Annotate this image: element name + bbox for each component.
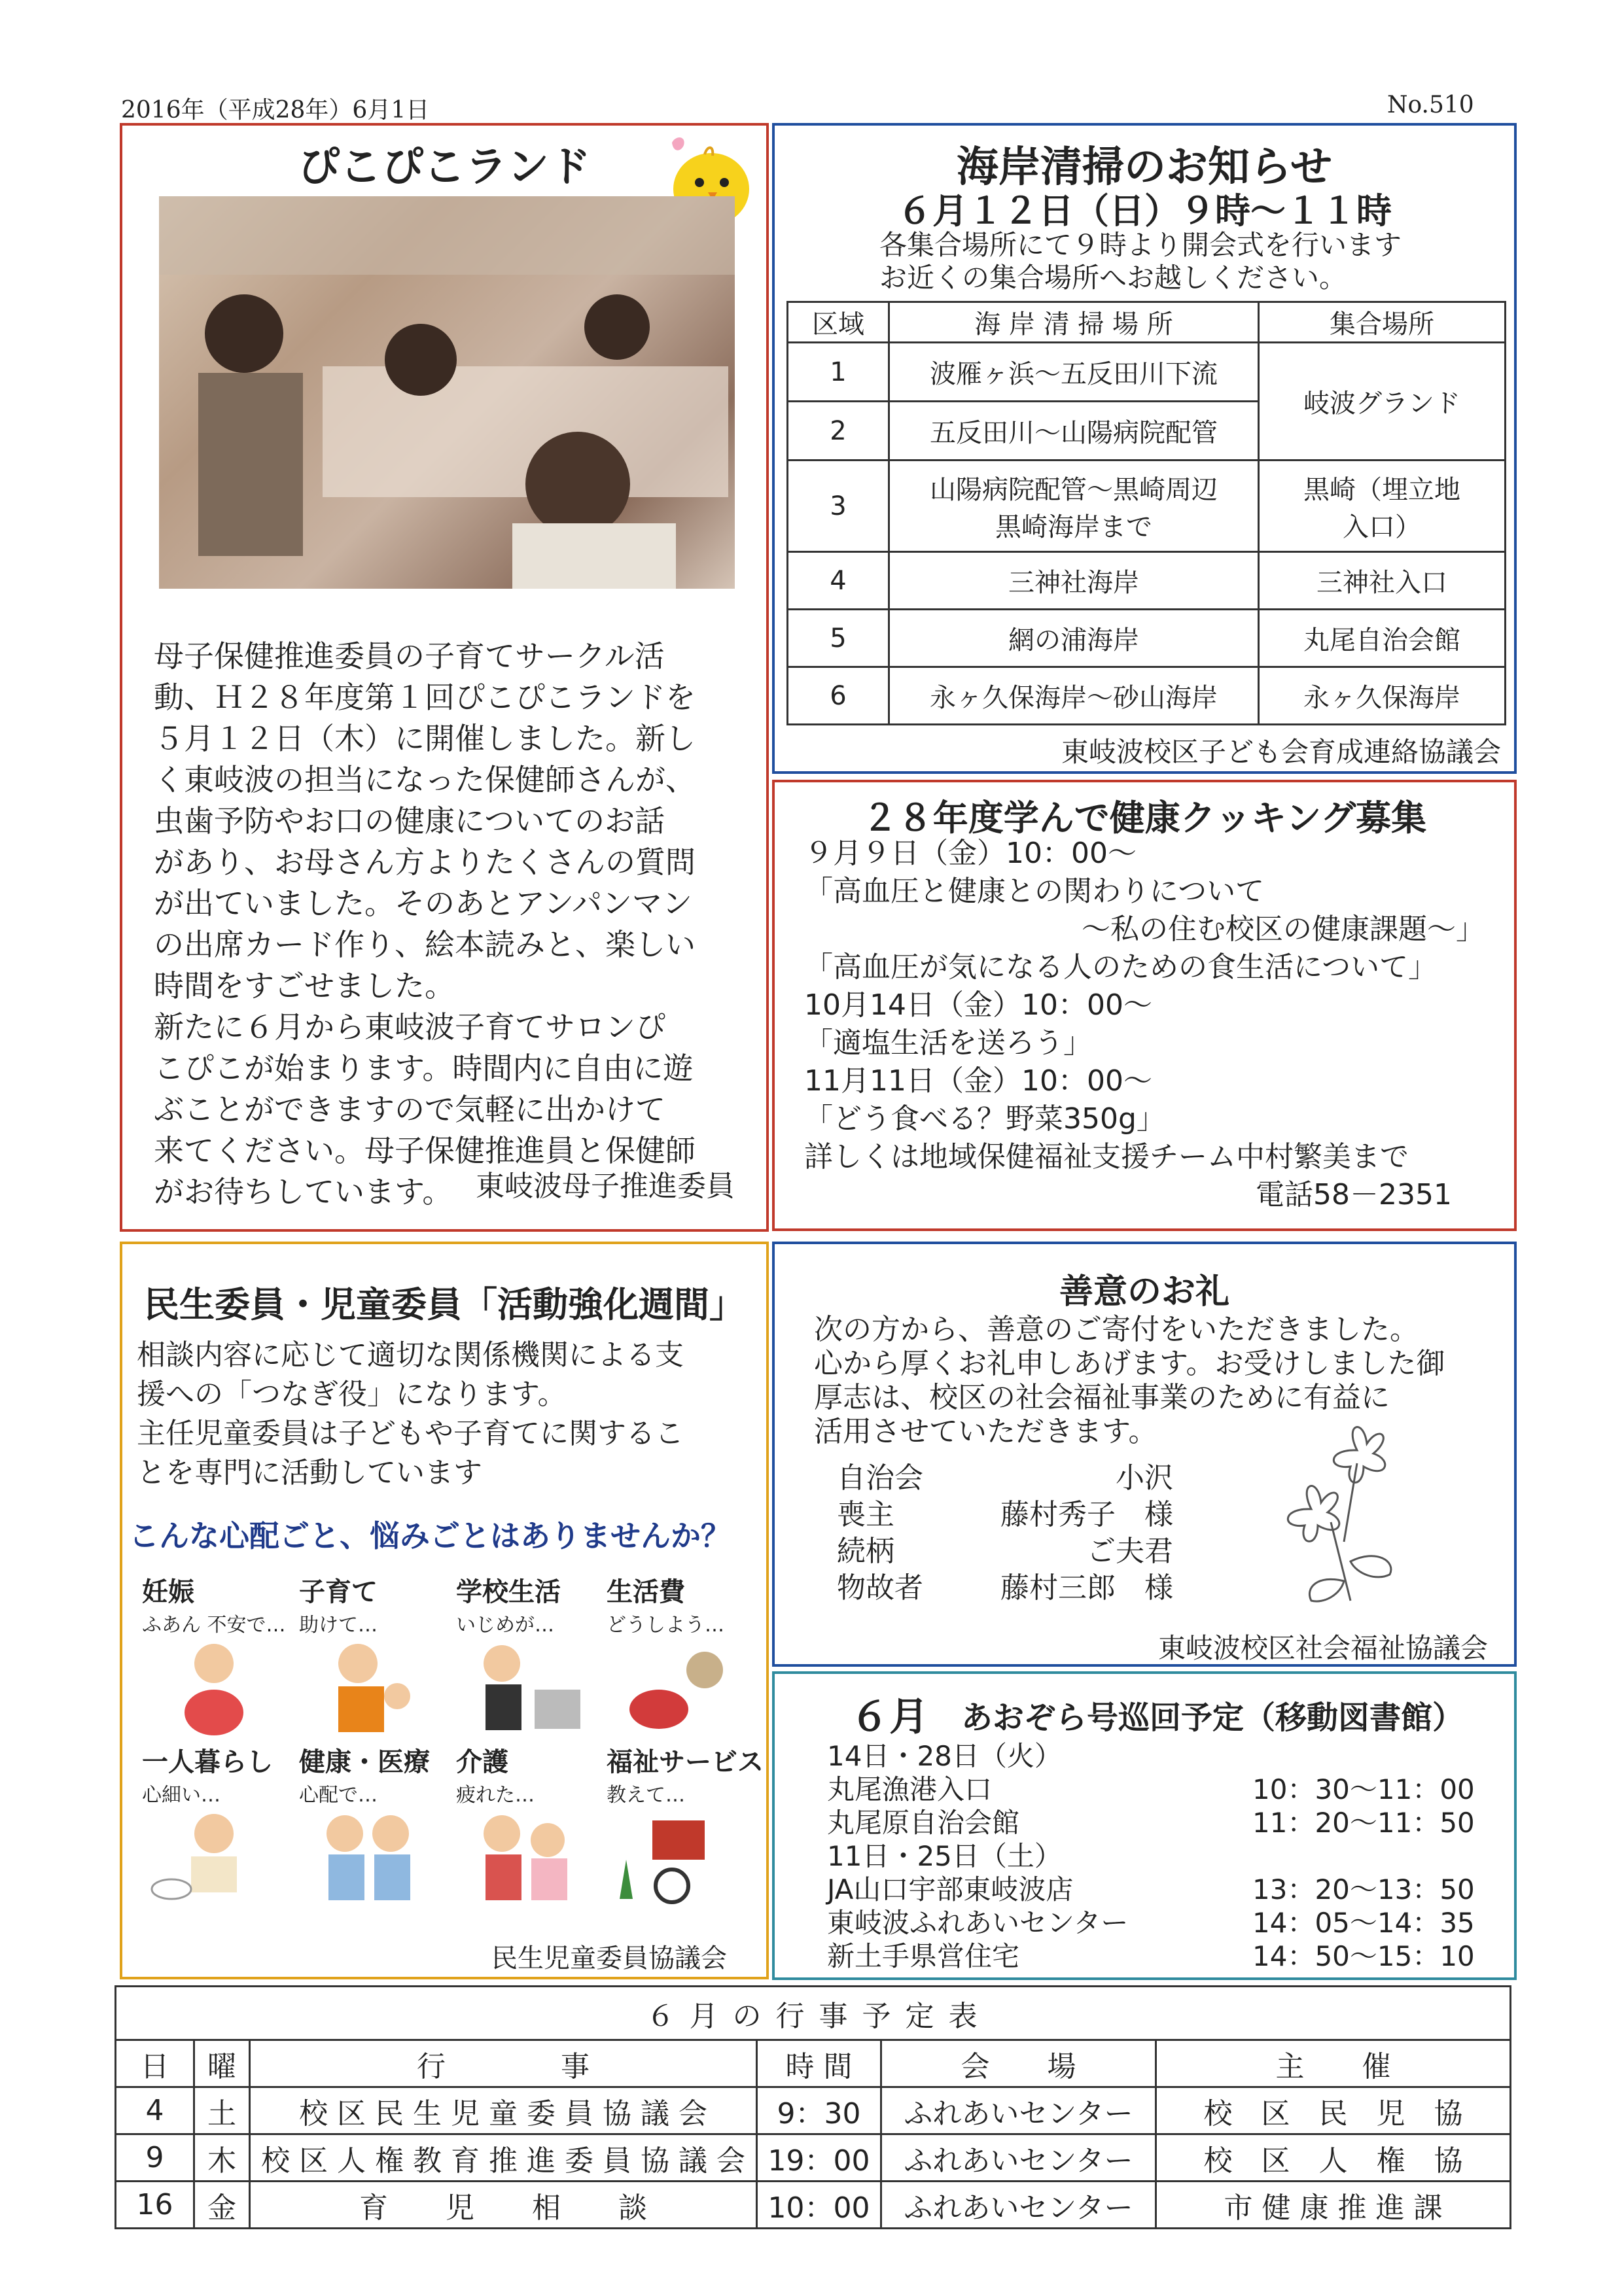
beach-area: 4 bbox=[788, 552, 889, 610]
event-host: 校 区 人 権 協 bbox=[1156, 2134, 1511, 2182]
worry-sub: ふあん 不安で… bbox=[142, 1614, 286, 1637]
event-venue: ふれあいセンター bbox=[881, 2182, 1156, 2229]
pregnant-woman-icon bbox=[142, 1637, 273, 1735]
worry-sub: どうしよう… bbox=[607, 1614, 724, 1637]
library-place: 東岐波ふれあいセンター bbox=[827, 1907, 1129, 1939]
donor-label: 自治会 bbox=[837, 1461, 923, 1495]
library-date: 14日・28日（火） bbox=[827, 1740, 1062, 1772]
piko-line: ぶことができますので気軽に出かけて bbox=[154, 1092, 665, 1127]
parenting-icon bbox=[299, 1637, 430, 1735]
beach-place-line: 山陽病院配管～黒崎周辺 bbox=[930, 474, 1218, 505]
event-dow: 金 bbox=[194, 2182, 250, 2229]
thanks-signature: 東岐波校区社会福祉協議会 bbox=[1157, 1632, 1488, 1664]
cooking-title: ２８年度学んで健康クッキング募集 bbox=[862, 797, 1427, 839]
beach-place-line: 黒崎海岸まで bbox=[995, 512, 1152, 542]
beach-note1: 各集合場所にて９時より開会式を行います bbox=[879, 229, 1402, 261]
events-header: 行 事 bbox=[250, 2040, 757, 2087]
welfare-illustration bbox=[129, 1512, 764, 1918]
beach-place: 波雁ヶ浜～五反田川下流 bbox=[889, 343, 1259, 402]
library-stop bbox=[827, 1906, 1481, 1939]
donor-list bbox=[837, 1460, 1173, 1607]
beach-area: 1 bbox=[788, 343, 889, 402]
beach-note2: お近くの集合場所へお越しください。 bbox=[879, 262, 1347, 294]
event-day: 16 bbox=[116, 2182, 194, 2229]
event-time: 10：00 bbox=[757, 2182, 881, 2229]
issue-number: No.510 bbox=[1387, 92, 1474, 118]
donor-row bbox=[837, 1570, 1173, 1607]
piko-paragraph bbox=[154, 636, 756, 1213]
beach-area: 5 bbox=[788, 610, 889, 667]
thanks-line: 活用させていただきます。 bbox=[814, 1415, 1157, 1448]
beach-place: 三神社海岸 bbox=[889, 552, 1259, 610]
library-stop bbox=[827, 1773, 1481, 1806]
piko-line: の出席カード作り、絵本読みと、楽しい bbox=[154, 927, 696, 962]
event-name: 校 区 民 生 児 童 委 員 協 議 会 bbox=[250, 2087, 757, 2134]
worry-sub: 心配で… bbox=[299, 1784, 378, 1807]
donor-row bbox=[837, 1533, 1173, 1570]
beach-place bbox=[889, 461, 1259, 552]
piko-line: 時間をすごせました。 bbox=[154, 968, 455, 1003]
beach-meet: 永ヶ久保海岸 bbox=[1259, 667, 1506, 725]
worry-head: 健康・医療 bbox=[299, 1747, 430, 1777]
nursing-care-icon bbox=[456, 1807, 587, 1905]
cooking-line: 詳しくは地域保健福祉支援チーム中村繁美まで bbox=[804, 1140, 1409, 1174]
piko-line: く東岐波の担当になった保健師さんが、 bbox=[154, 762, 696, 797]
beach-header: 集合場所 bbox=[1259, 302, 1506, 343]
donor-label: 続柄 bbox=[837, 1535, 894, 1568]
beach-meet bbox=[1259, 461, 1506, 552]
welfare-title: 民生委員・児童委員「活動強化週間」 bbox=[144, 1284, 745, 1325]
school-life-icon bbox=[456, 1637, 587, 1735]
library-title: あおぞら号巡回予定（移動図書館） bbox=[961, 1699, 1464, 1736]
library-time: 14：05～14：35 bbox=[1252, 1907, 1475, 1939]
library-section bbox=[772, 1671, 1517, 1980]
library-place: 丸尾原自治会館 bbox=[827, 1807, 1020, 1839]
worry-head: 介護 bbox=[456, 1747, 508, 1777]
piko-line: ５月１２日（木）に開催しました。新し bbox=[154, 721, 696, 756]
events-title: ６ 月 の 行 事 予 定 表 bbox=[116, 1987, 1511, 2040]
cooking-line: 「高血圧が気になる人のための食生活について」 bbox=[804, 950, 1438, 984]
worry-head: 福祉サービス bbox=[607, 1747, 764, 1777]
thanks-section bbox=[772, 1242, 1517, 1667]
thanks-line: 次の方から、善意のご寄付をいただきました。 bbox=[814, 1313, 1419, 1346]
events-header: 時 間 bbox=[757, 2040, 881, 2087]
issue-date: 2016年（平成28年）6月1日 bbox=[121, 97, 430, 124]
beach-meet: 丸尾自治会館 bbox=[1259, 610, 1506, 667]
worry-head: 子育て bbox=[299, 1577, 378, 1607]
living-cost-icon bbox=[607, 1637, 737, 1735]
piko-line: がお待ちしています。 bbox=[154, 1174, 453, 1209]
welfare-signature: 民生児童委員協議会 bbox=[491, 1943, 727, 1974]
worry-head: 学校生活 bbox=[456, 1577, 561, 1607]
welfare-banner: こんな心配ごと、悩みごとはありませんか？ bbox=[129, 1518, 731, 1554]
piko-photo bbox=[159, 196, 735, 589]
beach-datetime: ６月１２日（日）９時～１１時 bbox=[897, 190, 1392, 232]
event-dow: 土 bbox=[194, 2087, 250, 2134]
cooking-line: 「適塩生活を送ろう」 bbox=[804, 1026, 1092, 1060]
beach-meet-line: 入口） bbox=[1343, 512, 1421, 542]
cooking-phone: 電話58－2351 bbox=[1256, 1178, 1452, 1211]
piko-signature: 東岐波母子推進委員 bbox=[476, 1170, 735, 1203]
welfare-line: とを専門に活動しています bbox=[137, 1456, 482, 1489]
events-header: 日 bbox=[116, 2040, 194, 2087]
library-time: 13：20～13：50 bbox=[1252, 1873, 1475, 1905]
event-name: 育 児 相 談 bbox=[250, 2182, 757, 2229]
piko-line: 動、Ｈ２８年度第１回ぴこぴこランドを bbox=[154, 680, 696, 715]
library-month: ６月 bbox=[850, 1694, 928, 1740]
beach-meet: 三神社入口 bbox=[1259, 552, 1506, 610]
piko-title: ぴこぴこランド bbox=[298, 143, 591, 192]
event-time: 19：00 bbox=[757, 2134, 881, 2182]
cooking-line: 10月14日（金）10：00～ bbox=[804, 988, 1152, 1022]
event-venue: ふれあいセンター bbox=[881, 2134, 1156, 2182]
beach-header: 区域 bbox=[788, 302, 889, 343]
worry-head: 妊娠 bbox=[142, 1577, 194, 1607]
event-host: 校 区 民 児 協 bbox=[1156, 2087, 1511, 2134]
piko-line: 虫歯予防やお口の健康についてのお話 bbox=[154, 803, 665, 839]
photo-placeholder-icon bbox=[159, 196, 735, 589]
thanks-line: 厚志は、校区の社会福祉事業のために有益に bbox=[814, 1381, 1390, 1414]
event-day: 9 bbox=[116, 2134, 194, 2182]
library-stop bbox=[827, 1939, 1481, 1973]
beach-signature: 東岐波校区子ども会育成連絡協議会 bbox=[1061, 736, 1501, 768]
welfare-line: 主任児童委員は子どもや子育てに関するこ bbox=[137, 1417, 684, 1450]
welfare-section bbox=[120, 1242, 769, 1979]
donor-name: 藤村三郎 様 bbox=[1000, 1571, 1173, 1605]
cooking-line: ９月９日（金）10：00～ bbox=[804, 837, 1137, 870]
donor-name: 藤村秀子 様 bbox=[1000, 1498, 1173, 1531]
library-time: 11：20～11：50 bbox=[1252, 1807, 1475, 1839]
cooking-line: 「高血圧と健康との関わりについて bbox=[804, 875, 1265, 908]
event-time: 9：30 bbox=[757, 2087, 881, 2134]
library-date: 11日・25日（土） bbox=[827, 1840, 1062, 1872]
donor-name: ご夫君 bbox=[1087, 1535, 1173, 1568]
event-host: 市 健 康 推 進 課 bbox=[1156, 2182, 1511, 2229]
piko-line: こぴこが始まります。時間内に自由に遊 bbox=[154, 1051, 694, 1086]
library-stop bbox=[827, 1873, 1481, 1906]
welfare-line: 援への「つなぎ役」になります。 bbox=[137, 1378, 567, 1411]
library-time: 14：50～15：10 bbox=[1252, 1940, 1475, 1972]
worry-sub: 教えて… bbox=[607, 1784, 685, 1807]
piko-line: 来てください。母子保健推進員と保健師 bbox=[154, 1133, 696, 1168]
living-alone-icon bbox=[142, 1807, 273, 1905]
event-dow: 木 bbox=[194, 2134, 250, 2182]
beach-place: 網の浦海岸 bbox=[889, 610, 1259, 667]
welfare-line: 相談内容に応じて適切な関係機関による支 bbox=[137, 1338, 684, 1372]
donor-label: 物故者 bbox=[837, 1571, 923, 1605]
cooking-section bbox=[772, 780, 1517, 1231]
worry-sub: 助けて… bbox=[299, 1614, 378, 1637]
beach-place: 五反田川～山陽病院配管 bbox=[889, 402, 1259, 461]
events-header: 主 催 bbox=[1156, 2040, 1511, 2087]
flower-icon bbox=[1259, 1411, 1416, 1607]
worry-head: 生活費 bbox=[607, 1577, 685, 1607]
beach-area: 3 bbox=[788, 461, 889, 552]
beach-area: 6 bbox=[788, 667, 889, 725]
worry-sub: いじめが… bbox=[456, 1614, 554, 1637]
cooking-line: 11月11日（金）10：00～ bbox=[804, 1064, 1152, 1098]
beach-title: 海岸清掃のお知らせ bbox=[956, 143, 1333, 192]
piko-line: があり、お母さん方よりたくさんの質問 bbox=[154, 844, 696, 880]
library-place: 丸尾漁港入口 bbox=[827, 1773, 993, 1805]
donor-label: 喪主 bbox=[837, 1498, 894, 1531]
library-stop bbox=[827, 1806, 1481, 1839]
beach-table bbox=[786, 301, 1506, 725]
beach-place: 永ヶ久保海岸～砂山海岸 bbox=[889, 667, 1259, 725]
thanks-title: 善意のお礼 bbox=[1059, 1272, 1229, 1312]
library-schedule bbox=[827, 1739, 1481, 1973]
welfare-body bbox=[137, 1336, 765, 1493]
beach-area: 2 bbox=[788, 402, 889, 461]
donor-row bbox=[837, 1460, 1173, 1497]
event-name: 校 区 人 権 教 育 推 進 委 員 協 議 会 bbox=[250, 2134, 757, 2182]
donor-name: 小沢 bbox=[1116, 1461, 1173, 1495]
beach-section bbox=[772, 123, 1517, 774]
library-place: JA山口宇部東岐波店 bbox=[827, 1873, 1074, 1905]
beach-header: 海 岸 清 掃 場 所 bbox=[889, 302, 1259, 343]
piko-section bbox=[120, 123, 769, 1232]
cooking-line: 「どう食べる？野菜350g」 bbox=[804, 1102, 1165, 1136]
piko-line: 新たに６月から東岐波子育てサロンぴ bbox=[154, 1009, 665, 1045]
health-medical-icon bbox=[299, 1807, 430, 1905]
beach-meet: 岐波グランド bbox=[1259, 343, 1506, 461]
welfare-service-icon bbox=[607, 1807, 737, 1905]
piko-line: 母子保健推進委員の子育てサークル活 bbox=[154, 638, 665, 674]
worry-sub: 疲れた… bbox=[456, 1784, 535, 1807]
cooking-line: ～私の住む校区の健康課題～」 bbox=[1082, 913, 1485, 946]
events-table bbox=[115, 1985, 1511, 2229]
cooking-body bbox=[804, 835, 1498, 1214]
thanks-line: 心から厚くお礼申しあげます。お受けしました御 bbox=[814, 1347, 1445, 1380]
event-day: 4 bbox=[116, 2087, 194, 2134]
piko-line: が出ていました。そのあとアンパンマン bbox=[154, 886, 692, 921]
event-venue: ふれあいセンター bbox=[881, 2087, 1156, 2134]
beach-meet-line: 黒崎（埋立地 bbox=[1303, 474, 1460, 505]
events-header: 曜 bbox=[194, 2040, 250, 2087]
library-place: 新土手県営住宅 bbox=[827, 1940, 1020, 1972]
worry-head: 一人暮らし bbox=[142, 1747, 273, 1777]
donor-row bbox=[837, 1497, 1173, 1533]
library-time: 10：30～11：00 bbox=[1252, 1773, 1475, 1805]
worry-sub: 心細い… bbox=[142, 1784, 221, 1807]
events-header: 会 場 bbox=[881, 2040, 1156, 2087]
